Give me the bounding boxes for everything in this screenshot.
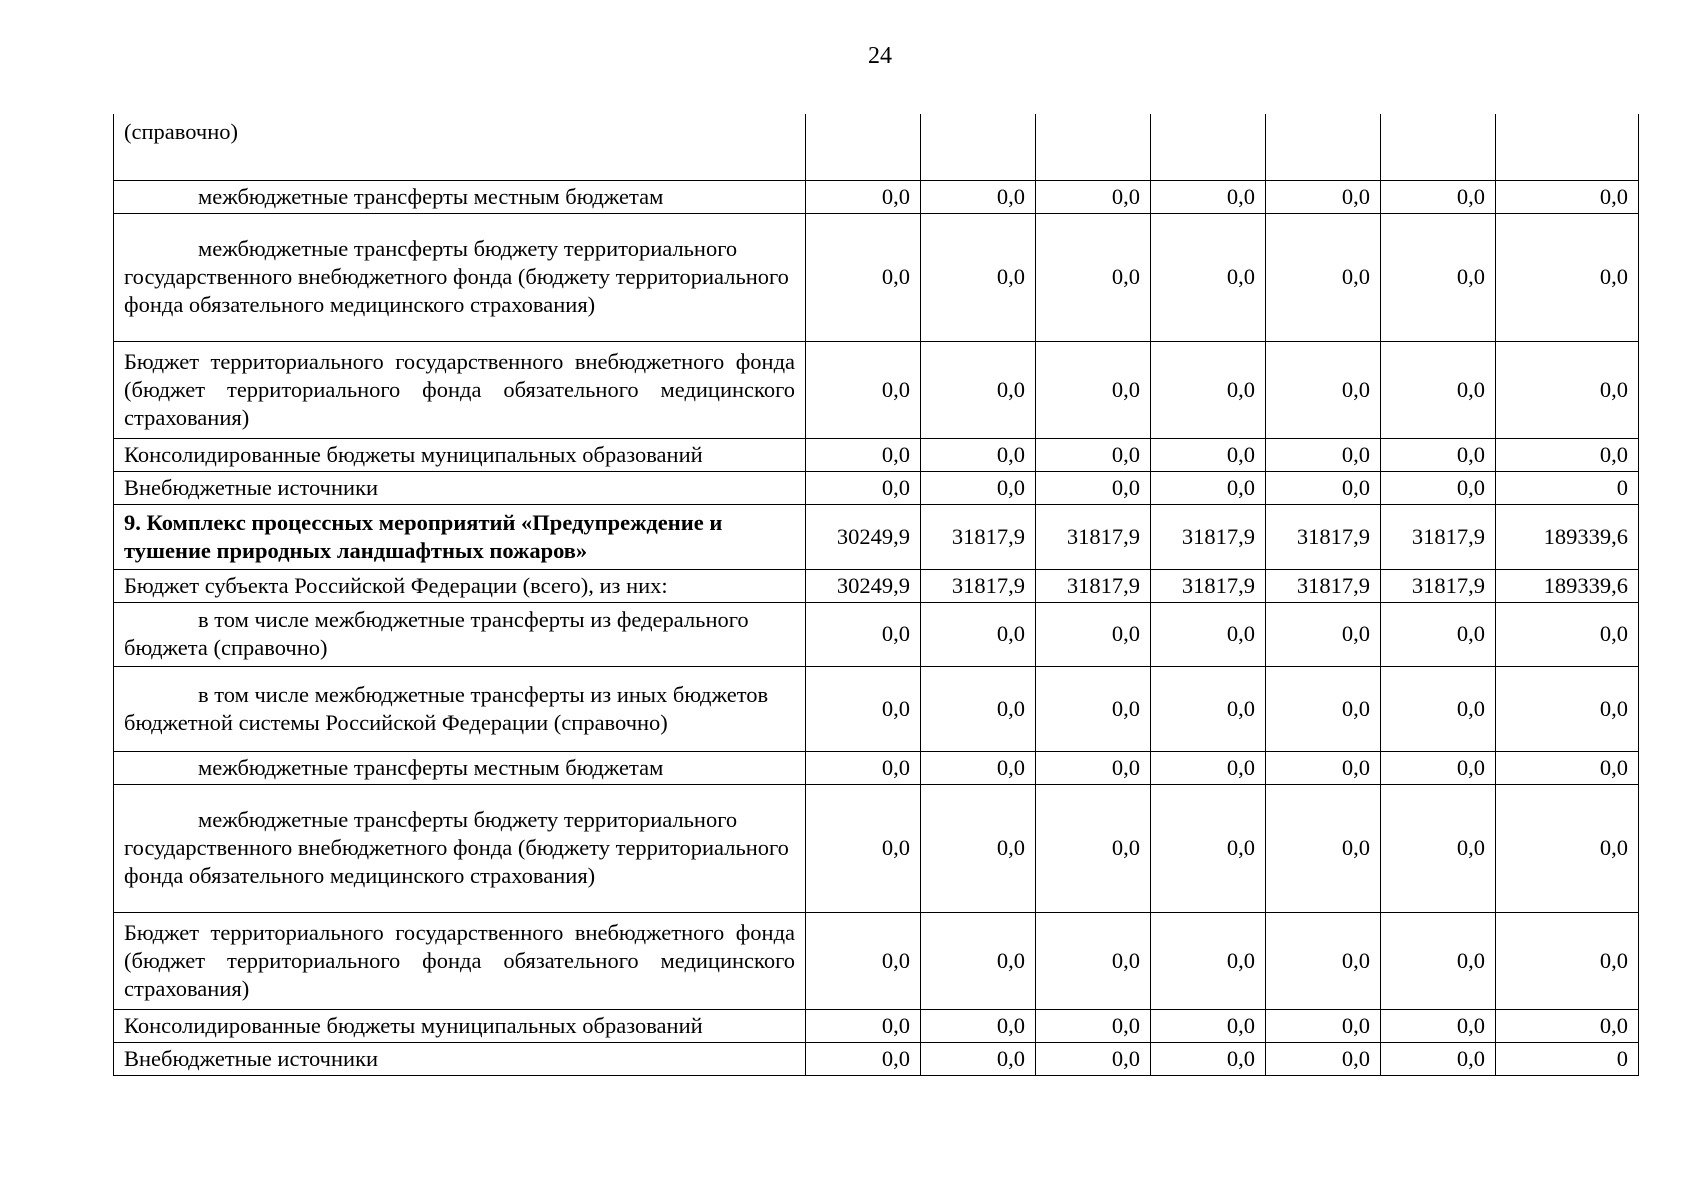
value-cell: 0,0 xyxy=(921,180,1036,213)
row-label: Внебюджетные источники xyxy=(114,471,806,504)
value-cell: 0,0 xyxy=(1036,1042,1151,1075)
value-cell: 0,0 xyxy=(1266,784,1381,912)
table-row xyxy=(114,504,1639,569)
value-cell: 0,0 xyxy=(1496,751,1639,784)
value-cell: 0,0 xyxy=(1266,471,1381,504)
table-row xyxy=(114,180,1639,213)
value-cell: 189339,6 xyxy=(1496,569,1639,602)
value-cell: 0,0 xyxy=(1266,341,1381,438)
row-label: Бюджет территориального государственного внебюджетного фонда (бюджет территориального фонда обязательного медицинского страхования) xyxy=(114,341,806,438)
value-cell: 0,0 xyxy=(1266,180,1381,213)
value-cell: 0,0 xyxy=(1496,213,1639,341)
value-cell: 0,0 xyxy=(806,213,921,341)
value-cell: 0,0 xyxy=(1496,602,1639,666)
value-cell: 189339,6 xyxy=(1496,504,1639,569)
value-cell: 0,0 xyxy=(806,751,921,784)
value-cell: 0,0 xyxy=(1151,471,1266,504)
value-cell: 0,0 xyxy=(1266,213,1381,341)
row-label: в том числе межбюджетные трансферты из иных бюджетов бюджетной системы Российской Федерации (справочно) xyxy=(114,666,806,751)
table-row xyxy=(114,114,1639,180)
value-cell: 0,0 xyxy=(1036,912,1151,1009)
value-cell: 0,0 xyxy=(1381,912,1496,1009)
value-cell: 0,0 xyxy=(921,438,1036,471)
value-cell: 31817,9 xyxy=(1151,504,1266,569)
table-row xyxy=(114,912,1639,1009)
value-cell xyxy=(1266,114,1381,180)
value-cell: 31817,9 xyxy=(1266,569,1381,602)
row-label: межбюджетные трансферты бюджету территориального государственного внебюджетного фонда (бюджету территориального фонда обязательного медицинского страхования) xyxy=(114,213,806,341)
value-cell: 30249,9 xyxy=(806,504,921,569)
value-cell: 0,0 xyxy=(1036,180,1151,213)
value-cell: 30249,9 xyxy=(806,569,921,602)
value-cell: 0,0 xyxy=(806,666,921,751)
value-cell: 0,0 xyxy=(1496,912,1639,1009)
page-number: 24 xyxy=(868,43,892,69)
value-cell: 0,0 xyxy=(1151,912,1266,1009)
value-cell: 0,0 xyxy=(806,341,921,438)
value-cell: 31817,9 xyxy=(1381,569,1496,602)
value-cell: 0,0 xyxy=(1381,602,1496,666)
value-cell: 0,0 xyxy=(1266,666,1381,751)
table-row xyxy=(114,341,1639,438)
value-cell xyxy=(1036,114,1151,180)
value-cell: 0,0 xyxy=(1151,1009,1266,1042)
value-cell: 0,0 xyxy=(806,1042,921,1075)
value-cell xyxy=(921,114,1036,180)
value-cell: 0,0 xyxy=(1036,602,1151,666)
value-cell: 0,0 xyxy=(921,1009,1036,1042)
row-label: Бюджет субъекта Российской Федерации (всего), из них: xyxy=(114,569,806,602)
value-cell: 0,0 xyxy=(1266,1009,1381,1042)
value-cell: 0,0 xyxy=(921,471,1036,504)
value-cell: 31817,9 xyxy=(921,504,1036,569)
value-cell: 0,0 xyxy=(806,438,921,471)
row-label: Внебюджетные источники xyxy=(114,1042,806,1075)
value-cell: 0,0 xyxy=(1266,1042,1381,1075)
value-cell: 0,0 xyxy=(1036,341,1151,438)
value-cell: 0,0 xyxy=(1496,1009,1639,1042)
value-cell xyxy=(806,114,921,180)
table-row xyxy=(114,471,1639,504)
value-cell: 0,0 xyxy=(921,341,1036,438)
value-cell: 0,0 xyxy=(1496,180,1639,213)
value-cell: 31817,9 xyxy=(921,569,1036,602)
value-cell: 0,0 xyxy=(1036,213,1151,341)
value-cell: 31817,9 xyxy=(1266,504,1381,569)
value-cell: 0,0 xyxy=(1266,751,1381,784)
value-cell: 0,0 xyxy=(806,784,921,912)
row-label: в том числе межбюджетные трансферты из федерального бюджета (справочно) xyxy=(114,602,806,666)
value-cell: 31817,9 xyxy=(1381,504,1496,569)
value-cell: 0,0 xyxy=(1036,666,1151,751)
value-cell: 0,0 xyxy=(806,602,921,666)
value-cell: 0,0 xyxy=(1381,438,1496,471)
value-cell: 0,0 xyxy=(1381,1042,1496,1075)
value-cell: 0,0 xyxy=(921,784,1036,912)
value-cell: 0,0 xyxy=(1151,438,1266,471)
value-cell: 31817,9 xyxy=(1151,569,1266,602)
value-cell: 0,0 xyxy=(1381,784,1496,912)
value-cell: 0,0 xyxy=(1381,751,1496,784)
table-row xyxy=(114,1009,1639,1042)
value-cell: 0,0 xyxy=(921,602,1036,666)
value-cell xyxy=(1151,114,1266,180)
value-cell: 0,0 xyxy=(1036,1009,1151,1042)
value-cell: 0,0 xyxy=(1151,751,1266,784)
value-cell: 0,0 xyxy=(806,180,921,213)
table-row xyxy=(114,751,1639,784)
value-cell: 0,0 xyxy=(1151,341,1266,438)
value-cell: 0,0 xyxy=(806,471,921,504)
value-cell: 0,0 xyxy=(1036,438,1151,471)
value-cell: 0,0 xyxy=(1381,1009,1496,1042)
value-cell: 0,0 xyxy=(1151,666,1266,751)
value-cell: 0,0 xyxy=(921,1042,1036,1075)
value-cell: 0,0 xyxy=(1381,213,1496,341)
value-cell: 0,0 xyxy=(1381,666,1496,751)
value-cell: 0,0 xyxy=(921,213,1036,341)
table-row xyxy=(114,438,1639,471)
value-cell: 0 xyxy=(1496,471,1639,504)
row-label: межбюджетные трансферты бюджету территориального государственного внебюджетного фонда (бюджету территориального фонда обязательного медицинского страхования) xyxy=(114,784,806,912)
value-cell: 0,0 xyxy=(1036,784,1151,912)
table-row xyxy=(114,602,1639,666)
row-label: Консолидированные бюджеты муниципальных образований xyxy=(114,438,806,471)
value-cell: 0,0 xyxy=(1036,471,1151,504)
table-row xyxy=(114,1042,1639,1075)
value-cell: 0,0 xyxy=(1036,751,1151,784)
row-label: межбюджетные трансферты местным бюджетам xyxy=(114,180,806,213)
value-cell: 0,0 xyxy=(1151,1042,1266,1075)
budget-table xyxy=(113,114,1639,1076)
section-title: 9. Комплекс процессных мероприятий «Предупреждение и тушение природных ландшафтных пожаров» xyxy=(114,504,806,569)
value-cell: 0,0 xyxy=(1381,180,1496,213)
table-row xyxy=(114,569,1639,602)
value-cell: 0,0 xyxy=(1151,213,1266,341)
value-cell xyxy=(1381,114,1496,180)
value-cell: 31817,9 xyxy=(1036,504,1151,569)
value-cell xyxy=(1496,114,1639,180)
value-cell: 0,0 xyxy=(1496,666,1639,751)
value-cell: 0,0 xyxy=(1381,471,1496,504)
value-cell: 0,0 xyxy=(1496,784,1639,912)
value-cell: 0,0 xyxy=(1151,180,1266,213)
table-row xyxy=(114,784,1639,912)
value-cell: 0,0 xyxy=(1151,602,1266,666)
row-label: Консолидированные бюджеты муниципальных образований xyxy=(114,1009,806,1042)
value-cell: 0,0 xyxy=(1266,912,1381,1009)
value-cell: 0,0 xyxy=(921,751,1036,784)
row-label: (справочно) xyxy=(114,114,806,180)
value-cell: 0,0 xyxy=(1496,341,1639,438)
value-cell: 0,0 xyxy=(1266,602,1381,666)
value-cell: 0,0 xyxy=(921,666,1036,751)
value-cell: 0,0 xyxy=(806,1009,921,1042)
value-cell: 31817,9 xyxy=(1036,569,1151,602)
value-cell: 0,0 xyxy=(1151,784,1266,912)
table-row xyxy=(114,666,1639,751)
row-label: межбюджетные трансферты местным бюджетам xyxy=(114,751,806,784)
value-cell: 0,0 xyxy=(1496,438,1639,471)
value-cell: 0,0 xyxy=(1266,438,1381,471)
row-label: Бюджет территориального государственного внебюджетного фонда (бюджет территориального фонда обязательного медицинского страхования) xyxy=(114,912,806,1009)
table-row xyxy=(114,213,1639,341)
value-cell: 0 xyxy=(1496,1042,1639,1075)
value-cell: 0,0 xyxy=(921,912,1036,1009)
value-cell: 0,0 xyxy=(1381,341,1496,438)
value-cell: 0,0 xyxy=(806,912,921,1009)
